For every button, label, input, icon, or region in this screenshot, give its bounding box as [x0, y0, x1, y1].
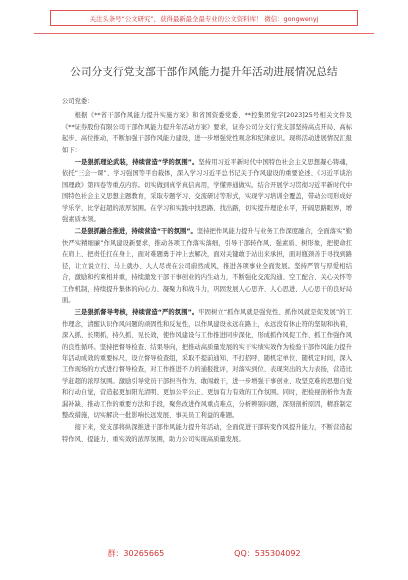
- paragraph-work: [62, 226, 352, 306]
- paragraph-lead: 三是狠抓督导考核，持续营造“严的氛围”。: [74, 309, 199, 317]
- paragraph-study: [62, 157, 352, 225]
- paragraph-lead: 一是狠抓理论武装，持续营造“学的氛围”。: [74, 159, 199, 167]
- footer-group: 群：30265665: [107, 548, 165, 558]
- paragraph-intro: [62, 110, 352, 156]
- footer-contacts: [0, 545, 408, 561]
- promo-banner: [50, 10, 358, 26]
- footer-qq: QQ：535304092: [234, 548, 301, 558]
- paragraph-text: 根据《**省干部作风能力提升实施方案》和省国资委党委、**控集团党字[2023]25号相关文件及《**证券股份有限公司干部作风能力提升年活动方案》要求，证券公司分支行党支部坚持高点开局、高标起步、高位推动，不断加强干部作风能力建设，进一步增强党性观念和纪律意识。现将活动进展情况汇报如下：: [62, 112, 352, 154]
- paragraph-strict: [62, 307, 352, 421]
- header-divider: [34, 33, 374, 34]
- paragraph-next: [62, 422, 352, 445]
- document-title: 公司分支行党支部干部作风能力提升年活动进展情况总结: [70, 66, 338, 78]
- paragraph-lead: 二是狠抓融合推进，持续营造“干的氛围”。: [74, 228, 197, 236]
- paragraph-text: 坚持用习近平新时代中国特色社会主义思想凝心铸魂，依托“三会一课”、学习强国等平台载体，深入学习习近平总书记关于作风建设的重要论述、《习近平谈治国理政》第四卷等重点内容。切实做到真学真信真用，学懂弄通做实。结合开展学习贯彻习近平新时代中国特色社会主义思想主题教育，采取专题学习、交流研讨等形式，实现学习培训全覆盖，带动公司形成好学乐学、比学赶超的浓厚氛围。在学习和实践中找思路、找出路，切实提升理论水平，开阔思路眼界，增强素质本领。: [62, 159, 353, 224]
- promo-banner-text: 关注头条号“公文研究”，获得最新最全最专业的公文资料库！ 微信：gongwenyj: [89, 14, 319, 23]
- paragraph-text: 接下来，党支部将纵深推进干部作风能力提升年活动，全面促进干部转变作风提升能力，不断营造起特作风、提能力、重实效的浓厚氛围，助力公司实现高质量发展。: [62, 424, 352, 443]
- salutation: 公司党委：: [62, 98, 94, 105]
- paragraph-text: 牢固树立“抓作风就是强党性、抓作风就是促发展”的工作理念，清醒认识作风问题的顽固性和反复性，以作风建设永远在路上，永远没有休止符的坚韧和执着，深入抓、长期抓，持久抓、见长效，使作风建设与工作推进同步深化，形成抓作风促工作、抓工作强作风的良性循环。坚持把督导检查、结果导向，把推动高质量发展的实干实绩实效作为检验干部作风能力提升年活动成效的重要标尺，设立督导检查组，采取不提前通知、不打招呼、随机定单位、随机定时间，深入工作现场的方式进行督导检查，对工作推进不力的通报批评，对落实到位、表现突出的大力表扬，营造比学赶超的浓厚氛围。激励引导党员干部担当作为、敢闯敢干，进一步增强干事创业、攻坚克难的思想自觉和行动自觉，营造起更加阳光清明、更加公平公正、更加有力有效的工作氛围。同时，把检视剖析作为查漏补缺、推动工作的重要方法和手段，聚焦改进作风重点难点，分析辨别问题，深刻剖析原因，精准制定整改措施，切实解决一批影响长远发展、事关员工利益的难题。: [62, 309, 352, 419]
- document-body: [62, 96, 352, 446]
- paragraph-text: 坚持把作风能力提升与业务工作深度融合，全面落实“勤快严实精细廉”作风建设新要求，推动各项工作落实落细，引导干部转作风、强素质、树形象，把使命扛在肩上、把责任扛在身上，面对难题勇于冲上去解决，面对关键敢于站出来承担，面对瓶颈善于寻找到路径，让立说立行、马上就办、人人尽责在公司蔚然成风，推进各项事业全面发展。坚持严管与厚爱相结合，激励和约束相并重，持续激发干部干事创业的内生动力，不断强化交流沟通、空工配合、关心关怀等工作机制，持续提升集体的向心力、凝聚力和战斗力，巩固发展人心思齐、人心思进、人心思干的良好局面。: [62, 228, 353, 304]
